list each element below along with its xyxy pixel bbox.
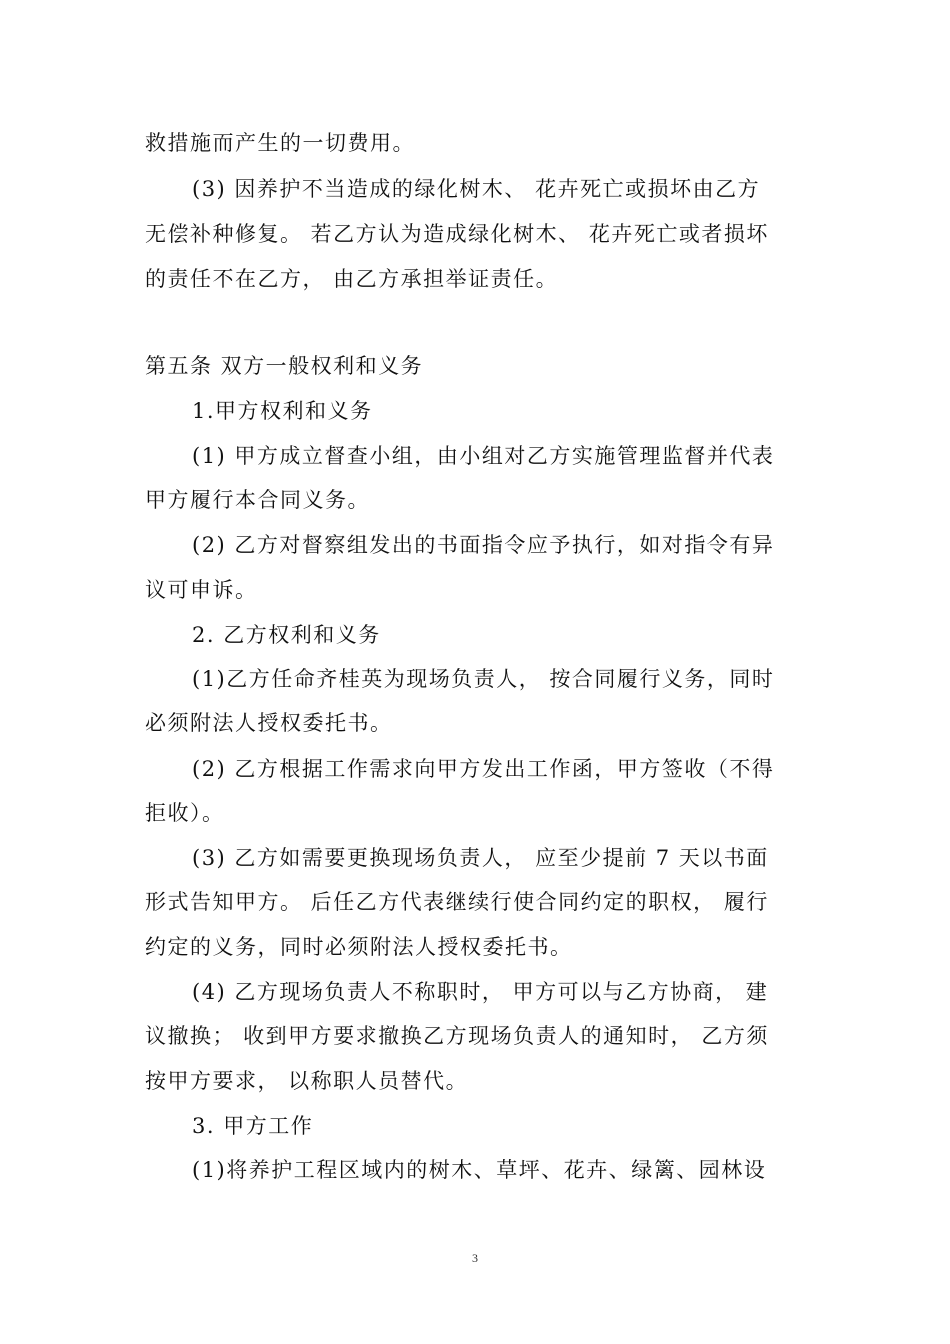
text-line: 形式告知甲方。 后任乙方代表继续行使合同约定的职权， 履行 xyxy=(145,890,769,914)
subsection-heading: 2. 乙方权利和义务 xyxy=(192,623,381,647)
text-line: 救措施而产生的一切费用。 xyxy=(145,131,415,155)
text-line: (3) 因养护不当造成的绿化树木、 花卉死亡或损坏由乙方 xyxy=(192,177,761,201)
text-line: 拒收）。 xyxy=(145,801,225,825)
text-line: 必须附法人授权委托书。 xyxy=(145,711,393,735)
subsection-heading: 3. 甲方工作 xyxy=(192,1114,314,1138)
text-line: 按甲方要求， 以称职人员替代。 xyxy=(145,1069,469,1093)
text-line: (1)将养护工程区域内的树木、草坪、花卉、绿篱、园林设 xyxy=(192,1158,767,1182)
text-line: 议撤换； 收到甲方要求撤换乙方现场负责人的通知时， 乙方须 xyxy=(145,1024,769,1048)
text-line: (2) 乙方根据工作需求向甲方发出工作函，甲方签收（不得 xyxy=(192,757,775,781)
text-line: 的责任不在乙方， 由乙方承担举证责任。 xyxy=(145,267,559,291)
text-line: (1)乙方任命齐桂英为现场负责人， 按合同履行义务，同时 xyxy=(192,667,775,691)
page-number: 3 xyxy=(472,1251,478,1265)
text-line: (1) 甲方成立督查小组，由小组对乙方实施管理监督并代表 xyxy=(192,444,775,468)
text-line: (4) 乙方现场负责人不称职时， 甲方可以与乙方协商， 建 xyxy=(192,980,769,1004)
text-line: 甲方履行本合同义务。 xyxy=(145,488,370,512)
text-line: (3) 乙方如需要更换现场负责人， 应至少提前 7 天以书面 xyxy=(192,846,769,870)
text-line: 议可申诉。 xyxy=(145,578,258,602)
section-heading: 第五条 双方一般权利和义务 xyxy=(145,354,424,378)
text-line: 无偿补种修复。 若乙方认为造成绿化树木、 花卉死亡或者损坏 xyxy=(145,222,769,246)
subsection-heading: 1.甲方权利和义务 xyxy=(192,399,373,423)
text-line: 约定的义务，同时必须附法人授权委托书。 xyxy=(145,935,573,959)
text-line: (2) 乙方对督察组发出的书面指令应予执行，如对指令有异 xyxy=(192,533,775,557)
